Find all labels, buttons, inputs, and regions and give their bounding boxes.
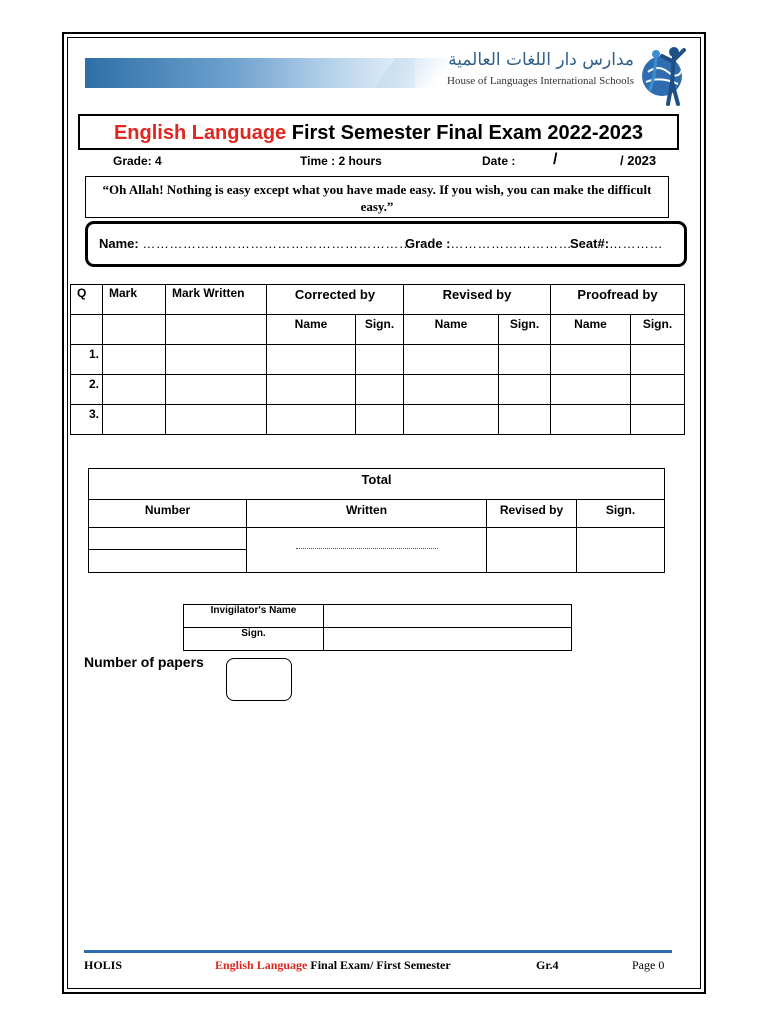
row-number: 1.: [71, 345, 103, 375]
subheader-sign: Sign.: [356, 315, 404, 345]
written-dotted-line: [296, 548, 438, 549]
proofread-sign-cell[interactable]: [631, 405, 685, 435]
sign-cell[interactable]: [577, 528, 665, 573]
revised-name-cell[interactable]: [404, 375, 499, 405]
header-mark-written: Mark Written: [166, 285, 267, 315]
invigilator-sign-label: Sign.: [184, 628, 324, 651]
exam-title-rest: First Semester Final Exam 2022-2023: [291, 122, 644, 144]
revised-sign-cell[interactable]: [499, 345, 551, 375]
number-cell-top[interactable]: [89, 528, 247, 550]
date-year: / 2023: [620, 153, 657, 168]
header-written: Written: [247, 500, 487, 528]
header-revised-by: Revised by: [487, 500, 577, 528]
school-name-english: House of Languages International Schools: [447, 75, 634, 87]
table-row: [71, 405, 685, 435]
revised-sign-cell[interactable]: [499, 405, 551, 435]
total-table: [88, 468, 665, 573]
header-revised-by: Revised by: [404, 285, 551, 315]
invigilator-sign-field[interactable]: [324, 628, 572, 651]
time-info: Time : 2 hours: [300, 154, 382, 168]
footer-subject: English Language: [215, 958, 308, 972]
table-row: [71, 375, 685, 405]
mark-cell[interactable]: [103, 405, 166, 435]
footer-school: HOLIS: [84, 958, 123, 972]
prayer-text: “Oh Allah! Nothing is easy except what you have made easy. If you wish, you can make the difficult easy.”: [85, 176, 669, 218]
mark-cell[interactable]: [103, 345, 166, 375]
footer-page-number: Page 0: [632, 958, 665, 972]
grade-field[interactable]: [405, 236, 572, 251]
header-banner: [85, 58, 415, 88]
subheader-name: Name: [404, 315, 499, 345]
table-row: [71, 345, 685, 375]
proofread-name-cell[interactable]: [551, 345, 631, 375]
seat-dots: …………: [609, 236, 664, 251]
footer-title-rest: Final Exam/ First Semester: [310, 958, 451, 972]
mark-written-cell[interactable]: [166, 345, 267, 375]
footer-grade: Gr.4: [536, 958, 559, 972]
name-label: Name:: [99, 236, 139, 251]
number-cell-bottom[interactable]: [89, 550, 247, 573]
footer-divider: [84, 950, 672, 953]
empty-cell: [103, 315, 166, 345]
header-mark: Mark: [103, 285, 166, 315]
proofread-name-cell[interactable]: [551, 375, 631, 405]
revised-by-cell[interactable]: [487, 528, 577, 573]
proofread-name-cell[interactable]: [551, 405, 631, 435]
header-number: Number: [89, 500, 247, 528]
subheader-sign: Sign.: [631, 315, 685, 345]
header-sign: Sign.: [577, 500, 665, 528]
invigilator-name-label: Invigilator's Name: [184, 605, 324, 628]
mark-written-cell[interactable]: [166, 375, 267, 405]
name-dots: ……………………………………………………: [142, 236, 413, 251]
number-of-papers-box[interactable]: [226, 658, 292, 701]
empty-cell: [166, 315, 267, 345]
header-proofread-by: Proofread by: [551, 285, 685, 315]
seat-field[interactable]: [570, 236, 663, 251]
header-corrected-by: Corrected by: [267, 285, 404, 315]
subheader-name: Name: [551, 315, 631, 345]
school-name-arabic: مدارس دار اللغات العالمية: [448, 50, 634, 70]
exam-title-subject: English Language: [113, 122, 287, 144]
grade-info: Grade: 4: [113, 154, 162, 168]
number-of-papers-label: Number of papers: [84, 654, 204, 670]
empty-cell: [71, 315, 103, 345]
header-q: Q: [71, 285, 103, 315]
mark-cell[interactable]: [103, 375, 166, 405]
row-number: 3.: [71, 405, 103, 435]
corrected-sign-cell[interactable]: [356, 405, 404, 435]
seat-label: Seat#:: [570, 236, 610, 251]
name-field[interactable]: [99, 236, 412, 251]
proofread-sign-cell[interactable]: [631, 375, 685, 405]
mark-written-cell[interactable]: [166, 405, 267, 435]
proofread-sign-cell[interactable]: [631, 345, 685, 375]
revised-name-cell[interactable]: [404, 345, 499, 375]
invigilator-table: [183, 604, 572, 651]
revised-name-cell[interactable]: [404, 405, 499, 435]
corrected-sign-cell[interactable]: [356, 345, 404, 375]
invigilator-name-field[interactable]: [324, 605, 572, 628]
subheader-sign: Sign.: [499, 315, 551, 345]
corrected-sign-cell[interactable]: [356, 375, 404, 405]
marks-table: [70, 284, 685, 435]
footer-title: [215, 958, 451, 973]
revised-sign-cell[interactable]: [499, 375, 551, 405]
corrected-name-cell[interactable]: [267, 405, 356, 435]
total-title: Total: [89, 469, 665, 500]
exam-title: [78, 114, 679, 150]
subheader-name: Name: [267, 315, 356, 345]
row-number: 2.: [71, 375, 103, 405]
school-logo-icon: [638, 42, 692, 108]
corrected-name-cell[interactable]: [267, 345, 356, 375]
corrected-name-cell[interactable]: [267, 375, 356, 405]
student-info-box: [85, 221, 687, 267]
date-label: Date :: [482, 154, 516, 168]
date-slash: /: [553, 151, 558, 168]
written-cell[interactable]: [247, 528, 487, 573]
grade-label: Grade :: [405, 236, 451, 251]
grade-dots: ………………………: [450, 236, 573, 251]
